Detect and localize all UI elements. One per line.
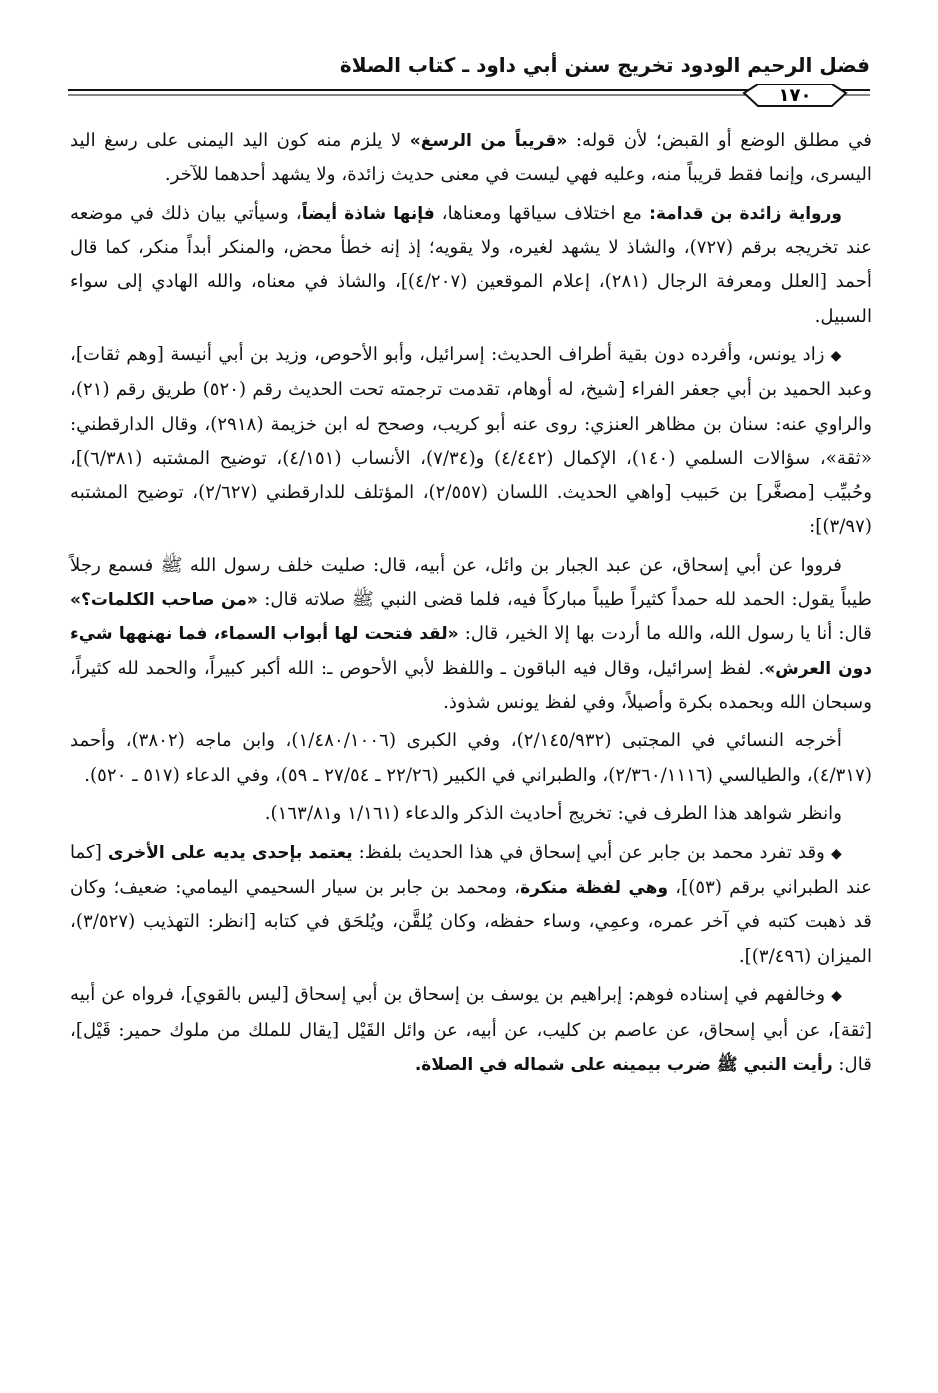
paragraph (70, 549, 872, 720)
paragraph (70, 978, 872, 1082)
running-head: فضل الرحيم الودود تخريج سنن أبي داود ـ كتاب الصلاة (339, 53, 870, 77)
text-run: ، وسيأتي بيان ذلك في موضعه عند تخريجه برقم (٧٢٧)، والشاذ لا يشهد لغيره، ولا يقويه؛ إذ إنه خطأ محض، والمنكر أبداً منكر، كما قال أحمد [العلل ومعرفة الرجال (٢٨١)، إعلام الموقعين (٤/٢٠٧)]، والشاذ في معناه، والله الهادي إلى سواء السبيل. (70, 202, 872, 327)
text-run: لا يلزم منه كون اليد اليمنى على رسغ اليد اليسرى، وإنما فقط قريباً منه، وعليه فهي ليست في معنى حديث زائدة، ولا يشهد أحدهما للآخر. (70, 130, 872, 186)
text-run: في مطلق الوضع أو القبض؛ لأن قوله: (567, 130, 872, 151)
text-run: ، ومحمد بن جابر بن سيار السحيمي اليمامي: ضعيف؛ وكان قد ذهبت كتبه في آخر عمره، وعمِي، وساء حفظه، وكان يُلقَّن، ويُلحَق في كتابه [انظر: التهذيب (٣/٥٢٧)، الميزان (٣/٤٩٦)]. (70, 877, 872, 967)
bullet-icon: ◆ (830, 348, 842, 365)
bold-text: «قريباً من الرسغ» (409, 131, 568, 151)
text-run: زاد يونس، وأفرده دون بقية أطراف الحديث: إسرائيل، وأبو الأحوص، وزيد بن أبي أنيسة [وهم ثقات]، وعبد الحميد بن أبي جعفر الفراء [شيخ، له أوهام، تقدمت ترجمته تحت الحديث رقم (٥٢٠) طريق رقم (٢١)، والراوي عنه: سنان بن مظاهر العنزي: روى عنه أبو كريب، وصحح له ابن خزيمة (٢٩١٨)، وقال الدارقطني: «ثقة»، سؤالات السلمي (١٤٠)، الإكمال (٤/٤٤٢) و(٧/٣٤)، الأنساب (٤/١٥١)، توضيح المشتبه (٦/٣٨١)]، وحُبيِّب [مصغَّر] بن حَبيب [واهي الحديث. اللسان (٢/٥٥٧)، المؤتلف للدارقطني (٢/٦٢٧)، توضيح المشتبه (٣/٩٧)]: (70, 344, 872, 538)
bold-text: «من صاحب الكلمات؟» (70, 590, 258, 611)
paragraph (70, 338, 872, 544)
text-run: [كما عند الطبراني برقم (٥٣)]، (70, 842, 872, 899)
paragraph (70, 724, 872, 792)
bold-text: رأيت النبي ﷺ ضرب بيمينه على شماله في الصلاة. (414, 1054, 833, 1075)
paragraph (70, 124, 872, 192)
bullet-icon: ◆ (830, 846, 842, 863)
header-ornament (68, 84, 870, 108)
bold-text: ورواية زائدة بن قدامة: (649, 203, 842, 224)
bullet-icon: ◆ (831, 988, 842, 1005)
paragraph (70, 197, 872, 334)
bold-text: فإنها شاذة أيضاً (301, 203, 435, 224)
text-run: مع اختلاف سياقها ومعناها، (434, 202, 650, 224)
body-text (70, 124, 872, 1086)
text-run: قال: أنا يا رسول الله، والله ما أردت بها إلا الخير، قال: (458, 623, 872, 645)
page-number: ١٧٠ (778, 85, 812, 106)
text-run: وقد تفرد محمد بن جابر عن أبي إسحاق في هذا الحديث بلفظ: (352, 842, 825, 864)
bold-text: يعتمد بإحدى يديه على الأخرى (107, 843, 353, 864)
bold-text: «لقد فتحت لها أبواب السماء، فما نهنهها شيء دون العرش» (70, 624, 872, 679)
text-run: أخرجه النسائي في المجتبى (٢/١٤٥/٩٣٢)، وفي الكبرى (١/٤٨٠/١٠٠٦)، وابن ماجه (٣٨٠٢)، وأحمد (٤/٣١٧)، والطيالسي (٢/٣٦٠/١١١٦)، والطبراني في الكبير (٢٢/٢٦ ـ ٢٧/٥٤ ـ ٥٩)، وفي الدعاء (٥١٧ ـ ٥٢٠). (70, 730, 872, 786)
text-run: وانظر شواهد هذا الطرف في: تخريج أحاديث الذكر والدعاء (١/١٦١ و١٦٣/٨١). (264, 803, 842, 825)
bold-text: وهي لفظة منكرة (520, 878, 669, 899)
paragraph (70, 836, 872, 974)
header-rule (68, 84, 870, 108)
text-run: وخالفهم في إسناده فوهم: إبراهيم بن يوسف بن إسحاق بن أبي إسحاق [ليس بالقوي]، فرواه عن أبيه [ثقة]، عن أبي إسحاق، عن عاصم بن كليب، عن أبيه، عن وائل القَيْل [يقال للملك من ملوك حمير: قَيْل]، قال: (70, 984, 872, 1075)
text-run: . لفظ إسرائيل، وقال فيه الباقون ـ واللفظ لأبي الأحوص ـ: الله أكبر كبيراً، والحمد لله كثيراً، وسبحان الله وبحمده بكرة وأصيلاً، وفي لفظ يونس شذوذ. (70, 657, 872, 713)
text-run: فرووا عن أبي إسحاق، عن عبد الجبار بن وائل، عن أبيه، قال: صليت خلف رسول الله ﷺ فسمع رجلاً طيباً يقول: الحمد لله حمداً كثيراً طيباً مباركاً فيه، فلما قضى النبي ﷺ صلاته قال: (70, 554, 872, 611)
paragraph (70, 797, 872, 831)
